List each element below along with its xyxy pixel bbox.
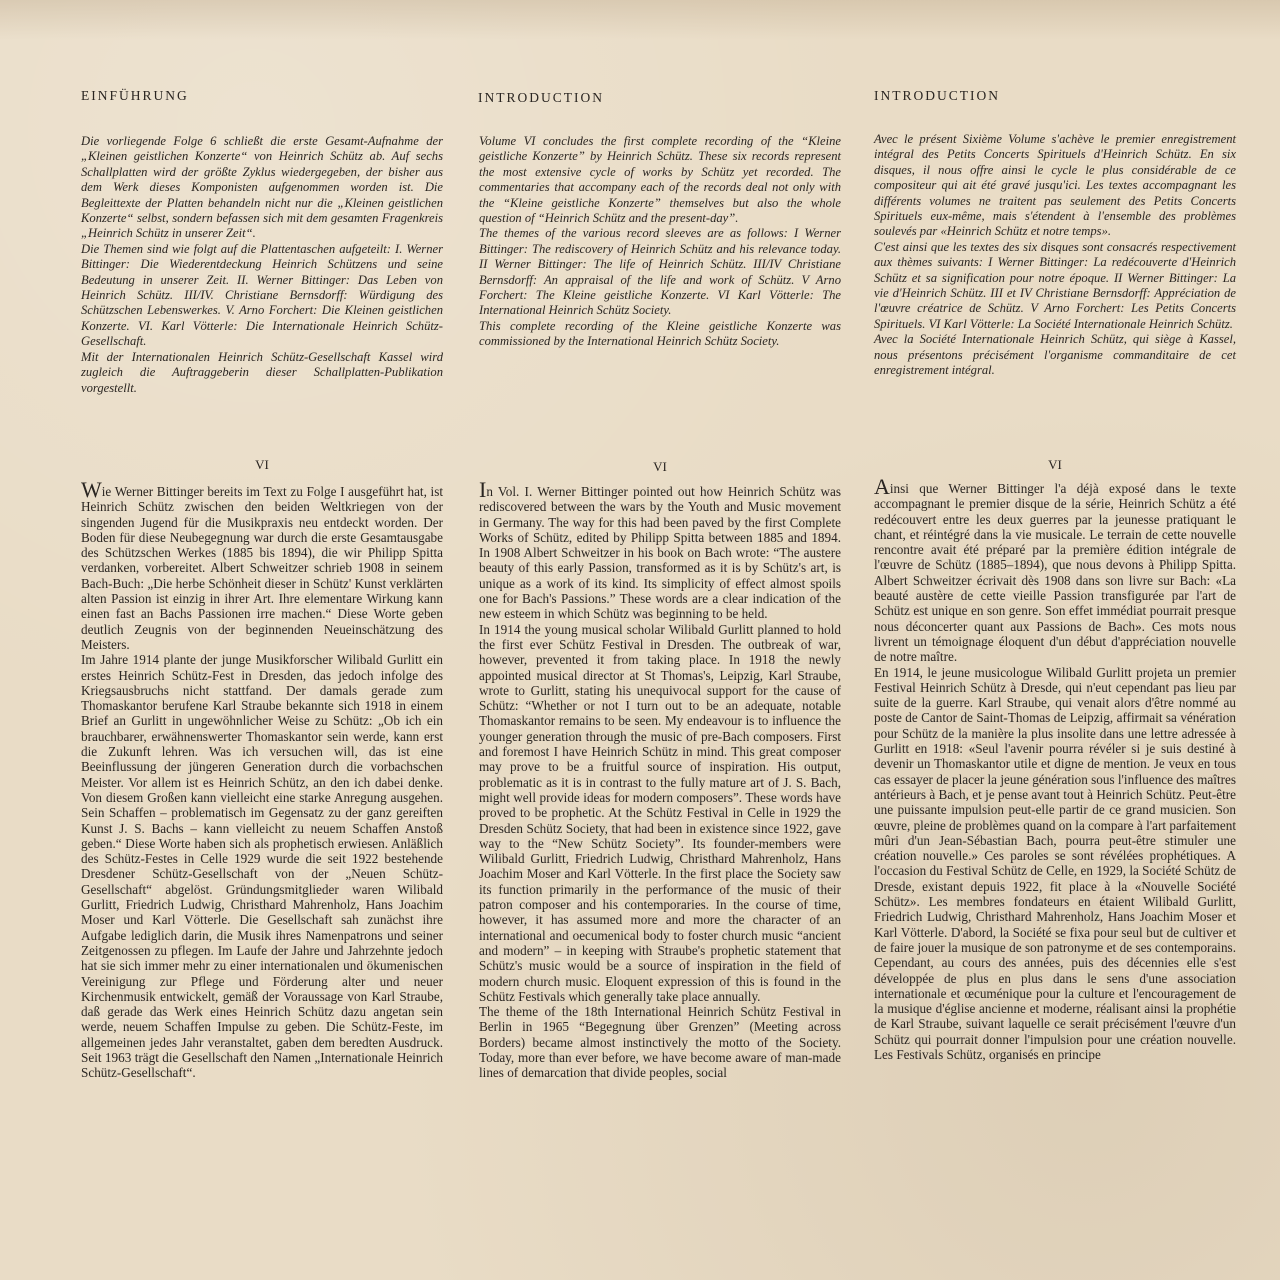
intro-paragraph: Avec le présent Sixième Volume s'achève le premier enregistrement intégral des Petits Concerts Spirituels d'Heinrich Schütz. En six disques, il nous offre ainsi le cycle le plus considérable de ce compositeur qui ait été gravé jusqu'ici. Les textes accompagnant les différents volumes ne traitent pas seulement des Petits Concerts Spirituels eux-même, mais s'étendent à l'ensemble des problèmes soulevés par «Heinrich Schütz et notre temps». [874, 132, 1236, 239]
body-paragraph [81, 477, 443, 652]
column-heading: EINFÜHRUNG [81, 88, 189, 103]
intro-text [81, 134, 443, 396]
paper-edge [0, 0, 1280, 40]
body-paragraph-text: n Vol. I. Werner Bittinger pointed out how Heinrich Schütz was rediscovered between the wars by the Youth and Music movement in Germany. The way for this had been paved by the first Complete Works of Schütz, edited by Philipp Spitta between 1885 and 1894. In 1908 Albert Schweitzer in his book on Bach wrote: “The austere beauty of this early Passion, transformed as it is by Schütz's art, is unique as a work of its kind. Its simplicity of effect almost spoils one for Bach's Passions.” These words are a clear indication of the new esteem in which Schütz was beginning to be held. [479, 484, 841, 622]
intro-text [874, 132, 1236, 379]
section-number: VI [1048, 457, 1062, 472]
column-heading: INTRODUCTION [478, 90, 604, 105]
body-paragraph-text: ie Werner Bittinger bereits im Text zu Folge I ausgeführt hat, ist Heinrich Schütz zwischen den beiden Weltkriegen von der singenden Jugend für die Musikpraxis neu entdeckt worden. Der Boden für diese Neubegegnung war durch die erste Gesamtausgabe des Schützschen Werkes (1885 bis 1894), die wir Philipp Spitta verdanken, vorbereitet. Albert Schweitzer schrieb 1908 in seinem Bach-Buch: „Die herbe Schönheit dieser in Schütz' Kunst verklärten alten Passion ist einzig in ihrer Art. Ihre elementare Wirkung kann einen fast an Bachs Passionen irre machen.“ Diese Worte geben deutlich Zeugnis von der beginnenden Neueinschätzung des Meisters. [81, 484, 443, 652]
section-number: VI [255, 457, 269, 472]
intro-text [479, 134, 841, 350]
drop-cap: I [479, 477, 487, 502]
intro-paragraph: Volume VI concludes the first complete recording of the “Kleine geistliche Konzerte” by Heinrich Schütz. These six records represent the most extensive cycle of works by Schütz yet recorded. The commentaries that accompany each of the records deal not only with the “Kleine geistliche Konzerte” themselves but also the whole question of “Heinrich Schütz and the present-day”. [479, 134, 841, 226]
drop-cap: W [81, 477, 102, 502]
drop-cap: A [874, 474, 890, 499]
body-text [81, 477, 443, 1081]
body-paragraph: En 1914, le jeune musicologue Wilibald Gurlitt projeta un premier Festival Heinrich Schütz à Dresde, qui n'eut cependant pas lieu par suite de la guerre. Karl Straube, qui venait alors d'être nommé au poste de Cantor de Saint-Thomas de Leipzig, affirmait sa vénération pour Schütz de la manière la plus insolite dans une lettre adressée à Gurlitt en 1918: «Seul l'avenir pourra révéler si je suis destiné à devenir un Thomaskantor utile et digne de mention. Je veux en tous cas essayer de placer la jeune génération sous l'influence des maîtres antérieurs à Bach, et je pense avant tout à Heinrich Schütz. Peut-être une puissante impulsion peut-elle partir de ce grand musicien. Son œuvre, pleine de problèmes quand on la compare à l'art parfaitement mûri d'un Jean-Sébastian Bach, pourra peut-être stimuler une création nouvelle.» Ces paroles se sont révélées prophétiques. A l'occasion du Festival Schütz de Celle, en 1929, la Société Schütz de Dresde, existant depuis 1922, fit place à la «Nouvelle Société Schütz». Les membres fondateurs en étaient Wilibald Gurlitt, Friedrich Ludwig, Christhard Mahrenholz, Hans Joachim Moser et Karl Vötterle. D'abord, la Société se fixa pour seul but de cultiver et de faire jouer la musique de son patronyme et de ses contemporains. Cependant, au cours des années, puis des décennies elle s'est développée de plus en plus dans le sens d'une association internationale et œcuménique pour la culture et l'encouragement de la musique d'église ancienne et moderne, réalisant ainsi la prophétie de Karl Straube, suivant laquelle ce serait précisément l'œuvre d'un Schütz qui pourrait donner l'impulsion pour une création nouvelle. Les Festivals Schütz, organisés en principe [874, 664, 1236, 1062]
intro-paragraph: This complete recording of the Kleine geistliche Konzerte was commissioned by the International Heinrich Schütz Society. [479, 318, 841, 349]
body-paragraph-text: insi que Werner Bittinger l'a déjà exposé dans le texte accompagnant le premier disque de la série, Heinrich Schütz a été redécouvert entre les deux guerres par la jeunesse pratiquant le chant, et réintégré dans la vie musicale. Le terrain de cette nouvelle rencontre avait été préparé par la première édition intégrale de l'œuvre de Schütz (1885–1894), que nous devons à Philipp Spitta. Albert Schweitzer écrivait dès 1908 dans son livre sur Bach: «La beauté austère de cette vieille Passion transfigurée par l'art de Schütz est unique en son genre. Son effet immédiat pourrait presque nous déconcerter quant aux Passions de Bach». Ces mots nous livrent un témoignage éloquent d'un début d'appréciation nouvelle de notre maître. [874, 481, 1236, 665]
body-paragraph: In 1914 the young musical scholar Wilibald Gurlitt planned to hold the first ever Schütz Festival in Dresden. The outbreak of war, however, prevented it from taking place. In 1918 the newly appointed musical director at St Thomas's, Leipzig, Karl Straube, wrote to Gurlitt, stating his unequivocal support for the cause of Schütz: “Whether or not I turn out to be an adequate, notable Thomaskantor remains to be seen. My endeavour is to influence the younger generation through the music of pre-Bach composers. First and foremost I have Heinrich Schütz in mind. This great composer may prove to be a fruitful source of inspiration. His output, problematic as it is in contrast to the fully mature art of J. S. Bach, might well provide ideas for modern composers”. These words have proved to be prophetic. At the Schütz Festival in Celle in 1929 the Dresden Schütz Society, that had been in existence since 1922, gave way to the “New Schütz Society”. Its founder-members were Wilibald Gurlitt, Friedrich Ludwig, Christhard Mahrenholz, Hans Joachim Moser and Karl Vötterle. In the first place the Society saw its function primarily in the performance of the music of their patron composer and his contemporaries. In the course of time, however, it has assumed more and more the character of an international and oecumenical body to foster church music “ancient and modern” – in keeping with Straube's prophetic statement that Schütz's music would be a source of inspiration in the field of modern church music. Eloquent expression of this is found in the Schütz Festivals which generally take place annually. [479, 621, 841, 1004]
section-number: VI [653, 459, 667, 474]
body-paragraph: The theme of the 18th International Heinrich Schütz Festival in Berlin in 1965 “Begegnung über Grenzen” (Meeting across Borders) became almost instinctively the motto of the Society. Today, more than ever before, we have become aware of man-made lines of demarcation that divide peoples, social [479, 1004, 841, 1081]
body-paragraph [874, 474, 1236, 665]
body-paragraph: Im Jahre 1914 plante der junge Musikforscher Wilibald Gurlitt ein erstes Heinrich Schütz-Fest in Dresden, das jedoch infolge des Kriegsausbruchs nicht stattfand. Der damals gerade zum Thomaskantor berufene Karl Straube bekannte sich 1918 in einem Brief an Gurlitt in ungewöhnlicher Weise zu Schütz: „Ob ich ein brauchbarer, erwähnenswerter Thomaskantor sein werde, kann erst die Zukunft lehren. Was ich versuchen will, das ist eine Beeinflussung der jüngeren Generation durch die vorbachschen Meister. Vor allem ist es Heinrich Schütz, an den ich dabei denke. Von diesem Großen kann vielleicht eine starke Anregung ausgehen. Sein Schaffen – problematisch im Gegensatz zu der ganz gereiften Kunst J. S. Bachs – kann vielleicht zu neuem Schaffen Anstoß geben.“ Diese Worte haben sich als prophetisch erwiesen. Anläßlich des Schütz-Festes in Celle 1929 wurde die seit 1922 bestehende Dresdener Schütz-Gesellschaft von der „Neuen Schütz-Gesellschaft“ abgelöst. Gründungsmitglieder waren Wilibald Gurlitt, Friedrich Ludwig, Christhard Mahrenholz, Hans Joachim Moser und Karl Vötterle. Die Gesellschaft sah zunächst ihre Aufgabe lediglich darin, die Musik ihres Namenpatrons und seiner Zeitgenossen zu pflegen. Im Laufe der Jahre und Jahrzehnte jedoch hat sie sich immer mehr zu einer internationalen und ökumenischen Vereinigung zur Pflege und Förderung alter und neuer Kirchenmusik entwickelt, gemäß der Voraussage von Karl Straube, daß gerade das Werk eines Heinrich Schütz dazu angetan sein werde, neuem Schaffen Impulse zu geben. Die Schütz-Feste, im allgemeinen jedes Jahr veranstaltet, gaben dem beredten Ausdruck. Seit 1963 trägt die Gesellschaft den Namen „Internationale Heinrich Schütz-Gesellschaft“. [81, 652, 443, 1081]
intro-paragraph: Avec la Société Internationale Heinrich Schütz, qui siège à Kassel, nous présentons précisément l'organisme commanditaire de cet enregistrement intégral. [874, 332, 1236, 378]
intro-paragraph: The themes of the various record sleeves are as follows: I Werner Bittinger: The rediscovery of Heinrich Schütz and his relevance today. II Werner Bittinger: The life of Heinrich Schütz. III/IV Christiane Bernsdorff: An appraisal of the life and work of Schütz. V Arno Forchert: The Kleine geistliche Konzerte. VI Karl Vötterle: The International Heinrich Schütz Society. [479, 226, 841, 318]
intro-paragraph: Die Themen sind wie folgt auf die Plattentaschen aufgeteilt: I. Werner Bittinger: Die Wiederentdeckung Heinrich Schützens und seine Bedeutung in unserer Zeit. II. Werner Bittinger: Das Leben von Heinrich Schütz. III/IV. Christiane Bernsdorff: Würdigung des Schützschen Lebenswerkes. V. Arno Forchert: Die Kleinen geistlichen Konzerte. VI. Karl Vötterle: Die Internationale Heinrich Schütz-Gesellschaft. [81, 241, 443, 349]
body-text [479, 477, 841, 1081]
body-paragraph [479, 477, 841, 622]
intro-paragraph: C'est ainsi que les textes des six disques sont consacrés respectivement aux thèmes suivants: I Werner Bittinger: La redécouverte d'Heinrich Schütz et sa signification pour notre époque. II Werner Bittinger: La vie d'Heinrich Schütz. III et IV Christiane Bernsdorff: Appréciation de l'œuvre créatrice de Schütz. V Arno Forchert: Les Petits Concerts Spirituels. VI Karl Vötterle: La Société Internationale Heinrich Schütz. [874, 239, 1236, 331]
column-heading: INTRODUCTION [874, 88, 1000, 103]
body-text [874, 474, 1236, 1062]
intro-paragraph: Mit der Internationalen Heinrich Schütz-Gesellschaft Kassel wird zugleich die Auftraggeberin dieser Schallplatten-Publikation vorgestellt. [81, 349, 443, 395]
intro-paragraph: Die vorliegende Folge 6 schließt die erste Gesamt-Aufnahme der „Kleinen geistlichen Konzerte“ von Heinrich Schütz ab. Auf sechs Schallplatten wird der größte Zyklus wiedergegeben, der bisher aus dem Werk dieses Komponisten aufgenommen worden ist. Die Begleittexte der Platten behandeln nicht nur die „Kleinen geistlichen Konzerte“ selbst, sondern befassen sich mit dem gesamten Fragenkreis „Heinrich Schütz in unserer Zeit“. [81, 134, 443, 241]
